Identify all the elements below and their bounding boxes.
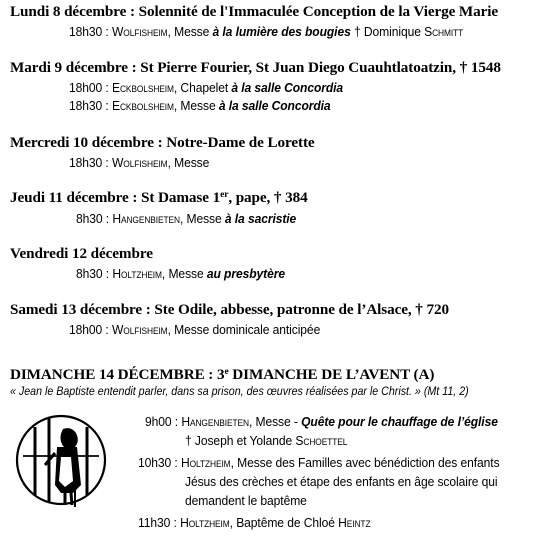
schedule-line: 18h30 : Wolfisheim, Messe à la lumière des bougies † Dominique Schmitt (69, 24, 464, 39)
schedule-line: demandent le baptême (185, 493, 307, 508)
day-heading-jeudi: Jeudi 11 décembre : St Damase 1er, pape, † 384 (10, 189, 308, 206)
schedule-line: 10h30 : Holtzheim, Messe des Familles avec bénédiction des enfants (138, 455, 500, 470)
schedule-line: 18h00 : Eckbolsheim, Chapelet à la salle Concordia (69, 80, 344, 95)
john-baptist-prison-icon (15, 407, 107, 518)
gospel-quote: « Jean le Baptiste entendit parler, dans sa prison, des œuvres réalisées par le Christ. » (Mt 11, 2) (10, 385, 469, 398)
schedule-line: 8h30 : Hangenbieten, Messe à la sacristie (76, 211, 297, 226)
schedule-line: † Joseph et Yolande Schoettel (185, 433, 348, 448)
day-heading-vendredi: Vendredi 12 décembre (10, 245, 153, 262)
day-heading-samedi: Samedi 13 décembre : Ste Odile, abbesse, patronne de l’Alsace, † 720 (10, 301, 449, 318)
schedule-line: 8h30 : Holtzheim, Messe au presbytère (76, 266, 285, 281)
schedule-line: 18h30 : Wolfisheim, Messe (69, 155, 210, 170)
schedule-line: Jésus des crèches et étape des enfants en âge scolaire qui (185, 474, 498, 489)
schedule-line: 11h30 : Holtzheim, Baptême de Chloé Heintz (138, 515, 371, 530)
day-heading-mardi: Mardi 9 décembre : St Pierre Fourier, St Juan Diego Cuauhtlatoatzin, † 1548 (10, 59, 501, 76)
schedule-line: 9h00 : Hangenbieten, Messe - Quête pour le chauffage de l’église (145, 414, 498, 429)
schedule-line: 18h00 : Wolfisheim, Messe dominicale anticipée (69, 322, 321, 337)
day-heading-lundi: Lundi 8 décembre : Solennité de l'Immaculée Conception de la Vierge Marie (10, 3, 499, 20)
schedule-line: 18h30 : Eckbolsheim, Messe à la salle Concordia (69, 98, 331, 113)
day-heading-mercredi: Mercredi 10 décembre : Notre-Dame de Lorette (10, 134, 315, 151)
sunday-heading: DIMANCHE 14 DÉCEMBRE : 3e DIMANCHE DE L’AVENT (A) (10, 366, 435, 383)
